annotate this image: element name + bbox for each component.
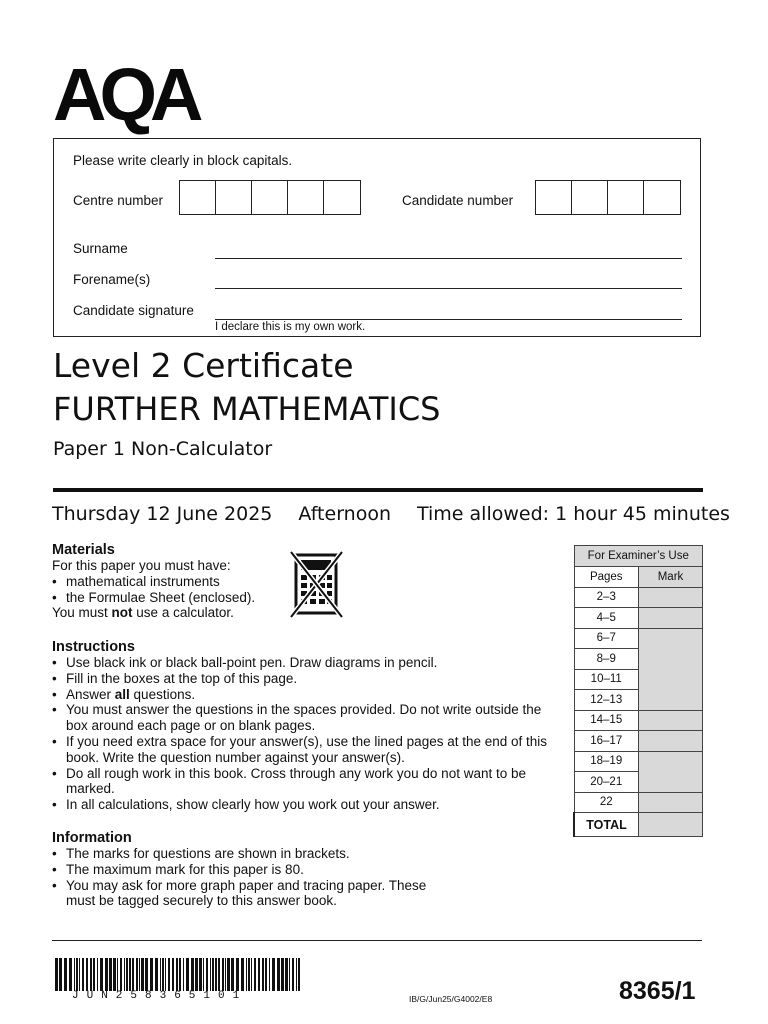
barcode-bar — [292, 958, 294, 991]
exam-date-line — [52, 503, 730, 525]
barcode-bar — [199, 958, 202, 991]
barcode-bar — [82, 958, 84, 991]
no-calculator-icon — [290, 551, 343, 619]
forename-line[interactable] — [215, 288, 682, 289]
document-reference: IB/G/Jun25/G4002/E8 — [409, 994, 493, 1004]
barcode-bar — [132, 958, 134, 991]
barcode-bar — [222, 958, 224, 991]
barcode-bar — [109, 958, 112, 991]
digit-box[interactable] — [288, 181, 324, 214]
barcode-bar — [251, 958, 252, 991]
digit-box[interactable] — [252, 181, 288, 214]
information-section — [52, 830, 432, 909]
barcode-bar — [179, 958, 181, 991]
barcode-bar — [258, 958, 260, 991]
pages-column-header: Pages — [574, 567, 639, 588]
instruction-item: • Do all rough work in this book. Cross through any work you do not want to be marked. — [52, 766, 552, 798]
digit-box[interactable] — [180, 181, 216, 214]
surname-line[interactable] — [215, 258, 682, 259]
subject-title: FURTHER MATHEMATICS — [53, 390, 441, 428]
mark-cell — [639, 792, 703, 813]
barcode-bar — [93, 958, 95, 991]
candidate-details-box — [53, 138, 701, 337]
barcode-bar — [195, 958, 198, 991]
barcode-bar — [155, 958, 158, 991]
digit-box[interactable] — [324, 181, 360, 214]
candidate-number-label: Candidate number — [402, 193, 514, 208]
barcode-bar — [254, 958, 256, 991]
aqa-logo: AQA — [53, 53, 197, 136]
qualification-level: Level 2 Certificate — [53, 346, 354, 385]
barcode-bar — [86, 958, 88, 991]
surname-label: Surname — [73, 241, 128, 256]
barcode-bar — [176, 958, 178, 991]
barcode-bar — [172, 958, 174, 991]
barcode-bar — [129, 958, 131, 991]
barcode-bar — [277, 958, 280, 991]
signature-line[interactable] — [215, 319, 682, 320]
barcode-bar — [120, 958, 122, 991]
barcode-bar — [269, 958, 270, 991]
mark-column-header: Mark — [639, 567, 703, 588]
barcode-bar — [136, 958, 138, 991]
information-item: • The maximum mark for this paper is 80. — [52, 862, 432, 878]
mark-cell — [639, 751, 703, 792]
total-mark-cell — [639, 813, 703, 837]
barcode — [55, 958, 301, 991]
examiner-table-heading: For Examiner’s Use — [574, 546, 703, 567]
pages-cell: 2–3 — [574, 587, 639, 608]
barcode-bar — [289, 958, 290, 991]
barcode-bar — [262, 958, 264, 991]
pages-cell: 4–5 — [574, 608, 639, 629]
barcode-bar — [298, 958, 300, 991]
barcode-bar — [74, 958, 75, 991]
barcode-bar — [281, 958, 284, 991]
candidate-number-field[interactable] — [535, 180, 681, 215]
mark-cell — [639, 628, 703, 710]
barcode-bar — [236, 958, 239, 991]
barcode-bar — [212, 958, 214, 991]
barcode-bar — [59, 958, 62, 991]
pages-cell: 18–19 — [574, 751, 639, 772]
pages-cell: 8–9 — [574, 649, 639, 670]
barcode-bar — [97, 958, 98, 991]
digit-box[interactable] — [216, 181, 252, 214]
materials-heading: Materials — [52, 542, 115, 558]
exam-date: Thursday 12 June 2025 — [52, 503, 273, 525]
barcode-bar — [285, 958, 288, 991]
barcode-bar — [183, 958, 184, 991]
barcode-bar — [246, 958, 247, 991]
digit-box[interactable] — [608, 181, 644, 214]
barcode-bar — [64, 958, 67, 991]
barcode-bar — [117, 958, 118, 991]
barcode-bar — [79, 958, 80, 991]
centre-number-field[interactable] — [179, 180, 361, 215]
instruction-item: • Fill in the boxes at the top of this page. — [52, 671, 552, 687]
pages-cell: 20–21 — [574, 772, 639, 793]
information-item: • The marks for questions are shown in brackets. — [52, 846, 432, 862]
paper-code: 8365/1 — [619, 977, 696, 1005]
materials-item: • mathematical instruments — [52, 574, 312, 590]
mark-cell — [639, 587, 703, 608]
title-divider — [53, 488, 703, 492]
information-heading: Information — [52, 830, 132, 846]
information-item: • You may ask for more graph paper and tracing paper. These must be tagged securely to this answer book. — [52, 878, 432, 910]
pages-cell: 14–15 — [574, 710, 639, 731]
centre-number-label: Centre number — [73, 193, 164, 208]
barcode-bar — [165, 958, 166, 991]
barcode-bar — [100, 958, 103, 991]
total-label: TOTAL — [574, 813, 639, 837]
barcode-bar — [241, 958, 244, 991]
materials-intro: For this paper you must have: — [52, 558, 231, 573]
barcode-bar — [203, 958, 204, 991]
barcode-bar — [150, 958, 153, 991]
barcode-bar — [191, 958, 194, 991]
barcode-bar — [160, 958, 161, 991]
instruction-item: • Answer all questions. — [52, 687, 552, 703]
pages-cell: 22 — [574, 792, 639, 813]
barcode-bar — [215, 958, 217, 991]
instructions-section — [52, 639, 552, 813]
barcode-bar — [206, 958, 208, 991]
signature-label: Candidate signature — [73, 303, 194, 318]
instruction-item: • In all calculations, show clearly how you work out your answer. — [52, 797, 552, 813]
barcode-bar — [272, 958, 275, 991]
barcode-bar — [168, 958, 170, 991]
barcode-bar — [139, 958, 140, 991]
barcode-bar — [218, 958, 220, 991]
pages-cell: 10–11 — [574, 669, 639, 690]
exam-session: Afternoon — [298, 503, 391, 525]
barcode-bar — [248, 958, 250, 991]
pages-cell: 12–13 — [574, 690, 639, 711]
materials-item: • the Formulae Sheet (enclosed). — [52, 590, 312, 606]
declaration-text: I declare this is my own work. — [215, 321, 366, 333]
time-allowed: Time allowed: 1 hour 45 minutes — [417, 503, 730, 525]
barcode-bar — [210, 958, 211, 991]
barcode-bar — [296, 958, 297, 991]
paper-title: Paper 1 Non-Calculator — [53, 438, 273, 460]
barcode-bar — [113, 958, 116, 991]
barcode-number: JUN258365101 — [72, 990, 248, 1002]
barcode-bar — [124, 958, 125, 991]
instruction-item: • Use black ink or black ball-point pen. Draw diagrams in pencil. — [52, 655, 552, 671]
barcode-bar — [231, 958, 234, 991]
barcode-bar — [55, 958, 58, 991]
barcode-bar — [265, 958, 267, 991]
calculator-note: You must not use a calculator. — [52, 605, 234, 621]
barcode-bar — [126, 958, 128, 991]
instruction-item: • If you need extra space for your answer(s), use the lined pages at the end of this book. Write the question number against your answer(s). — [52, 734, 552, 766]
barcode-bar — [145, 958, 148, 991]
barcode-bar — [141, 958, 144, 991]
barcode-bar — [105, 958, 108, 991]
instructions-heading: Instructions — [52, 639, 135, 655]
mark-cell — [639, 608, 703, 629]
mark-cell — [639, 710, 703, 731]
digit-box[interactable] — [572, 181, 608, 214]
barcode-bar — [225, 958, 226, 991]
mark-cell — [639, 731, 703, 752]
barcode-bar — [90, 958, 92, 991]
forename-label: Forename(s) — [73, 272, 151, 287]
pages-cell: 16–17 — [574, 731, 639, 752]
pages-cell: 6–7 — [574, 628, 639, 649]
footer-divider — [52, 940, 702, 941]
barcode-bar — [76, 958, 78, 991]
digit-box[interactable] — [536, 181, 572, 214]
barcode-bar — [227, 958, 230, 991]
block-capitals-instruction: Please write clearly in block capitals. — [73, 153, 293, 168]
examiner-use-table — [573, 545, 703, 837]
barcode-bar — [69, 958, 72, 991]
digit-box[interactable] — [644, 181, 680, 214]
barcode-bar — [162, 958, 164, 991]
instruction-item: • You must answer the questions in the spaces provided. Do not write outside the box around each page or on blank pages. — [52, 702, 552, 734]
barcode-bar — [186, 958, 189, 991]
materials-section — [52, 542, 312, 621]
